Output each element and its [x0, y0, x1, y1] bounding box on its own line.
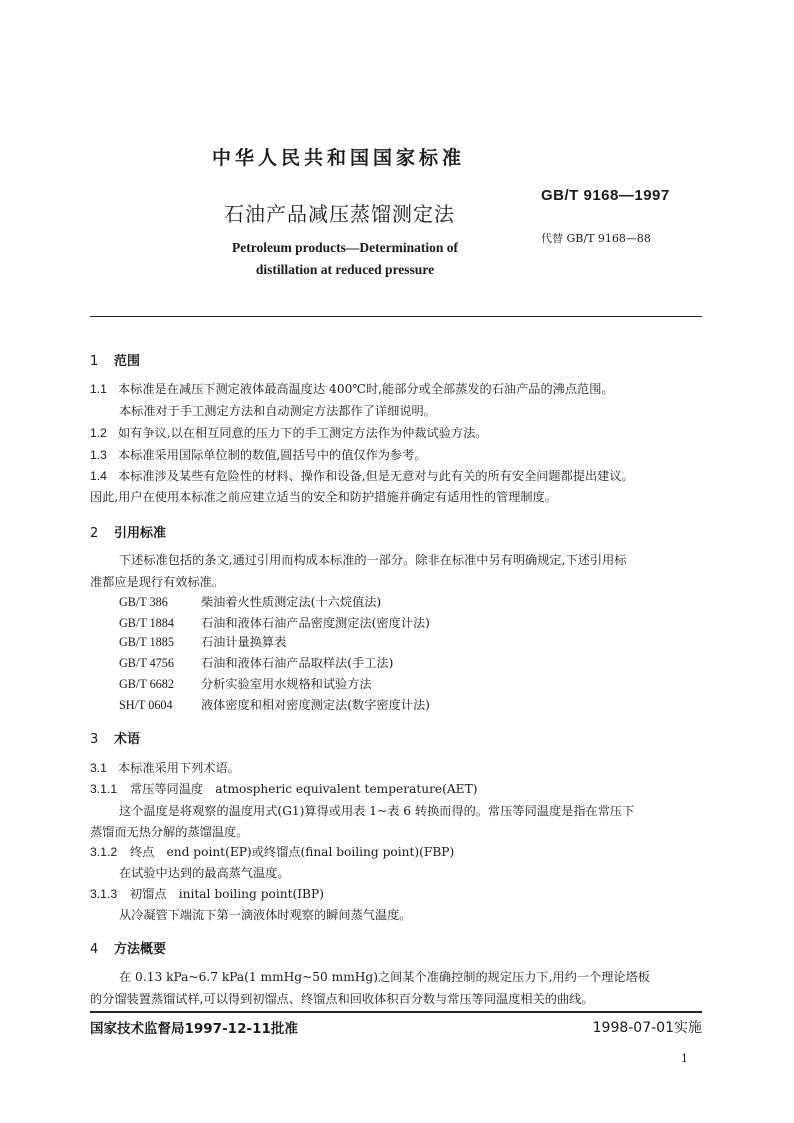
term-definition: 从冷凝管下端流下第一滴液体时观察的瞬间蒸气温度。 — [119, 908, 412, 922]
section-heading — [90, 728, 140, 747]
reference-code: GB/T 4756 — [119, 656, 174, 670]
document-title-en-line2: distillation at reduced pressure — [255, 262, 435, 277]
section-title: 范围 — [114, 354, 141, 369]
reference-item — [119, 614, 430, 631]
clause-continuation: 本标准对于手工测定方法和自动测定方法都作了详细说明。 — [119, 404, 436, 418]
term-title: 终点 end point(EP)或终馏点(final boiling point)(FBP) — [130, 845, 455, 859]
document-title-en-line1: Petroleum products—Determination of — [232, 240, 458, 255]
section-number: 1 — [90, 354, 99, 369]
national-standard-heading: 中华人民共和国国家标准 — [212, 147, 466, 169]
reference-item — [119, 696, 430, 713]
term-title: 初馏点 inital boiling point(IBP) — [130, 887, 324, 901]
reference-item — [119, 675, 372, 692]
reference-item — [119, 633, 286, 650]
clause-number: 1.3 — [90, 448, 107, 462]
clause-number: 1.1 — [90, 382, 107, 396]
term-definition-continuation: 蒸馏而无热分解的蒸馏温度。 — [90, 825, 249, 839]
clause-number: 3.1.1 — [90, 782, 118, 796]
clause — [90, 424, 488, 441]
clause — [90, 759, 240, 776]
clause-number: 3.1.3 — [90, 887, 118, 901]
paragraph: 在 0.13 kPa~6.7 kPa(1 mmHg~50 mmHg)之间某个准确控制的规定压力下,用约一个理论塔板 — [119, 970, 650, 984]
reference-code: GB/T 386 — [119, 595, 168, 609]
reference-code: GB/T 1885 — [119, 635, 174, 649]
page-number: 1 — [681, 1052, 688, 1065]
clause-text: 本标准是在减压下测定液体最高温度达 400℃时,能部分或全部蒸发的石油产品的沸点范围。 — [118, 382, 614, 396]
section-number: 4 — [90, 942, 99, 957]
reference-code: GB/T 6682 — [119, 677, 174, 691]
reference-code: SH/T 0604 — [119, 698, 173, 712]
paragraph-continuation: 的分馏装置蒸馏试样,可以得到初馏点、终馏点和回收体积百分数与常压等同温度相关的曲线。 — [90, 992, 594, 1006]
clause-text: 本标准采用国际单位制的数值,圆括号中的值仅作为参考。 — [118, 448, 427, 462]
clause-number: 1.4 — [90, 469, 107, 483]
clause — [90, 380, 614, 397]
footer-divider — [90, 1011, 702, 1013]
reference-name: 石油计量换算表 — [201, 635, 287, 649]
reference-name: 石油和液体石油产品密度测定法(密度计法) — [201, 616, 430, 630]
reference-item — [119, 654, 393, 671]
clause-number: 1.2 — [90, 426, 107, 440]
paragraph-continuation: 准都应是现行有效标准。 — [90, 575, 225, 589]
section-heading — [90, 522, 166, 541]
reference-name: 柴油着火性质测定法(十六烷值法) — [201, 595, 382, 609]
standard-number: GB/T 9168—1997 — [541, 187, 670, 204]
term-definition: 在试验中达到的最高蒸气温度。 — [119, 866, 290, 880]
replaces-standard: 代替 GB/T 9168—88 — [541, 232, 651, 245]
approval-date: 国家技术监督局1997-12-11批准 — [90, 1021, 298, 1037]
term-entry — [90, 885, 324, 902]
section-number: 3 — [90, 732, 99, 747]
reference-name: 液体密度和相对密度测定法(数字密度计法) — [201, 698, 430, 712]
term-title: 常压等同温度 atmospheric equivalent temperature(AET) — [130, 782, 478, 796]
document-title-cn: 石油产品减压蒸馏测定法 — [224, 202, 455, 226]
clause-continuation: 因此,用户在使用本标准之前应建立适当的安全和防护措施并确定有适用性的管理制度。 — [90, 490, 557, 504]
reference-name: 分析实验室用水规格和试验方法 — [201, 677, 372, 691]
clause-text: 本标准采用下列术语。 — [118, 761, 240, 775]
reference-code: GB/T 1884 — [119, 616, 174, 630]
clause-text: 如有争议,以在相互同意的压力下的手工测定方法作为仲裁试验方法。 — [118, 426, 488, 440]
section-number: 2 — [90, 526, 99, 541]
section-title: 方法概要 — [114, 942, 167, 957]
clause-number: 3.1 — [90, 761, 107, 775]
term-entry — [90, 843, 454, 860]
term-definition: 这个温度是将观察的温度用式(G1)算得或用表 1~表 6 转换而得的。常压等同温度是指在常压下 — [119, 804, 635, 818]
section-heading — [90, 350, 140, 369]
term-entry — [90, 780, 477, 797]
section-heading — [90, 938, 166, 957]
clause-number: 3.1.2 — [90, 845, 118, 859]
paragraph: 下述标准包括的条文,通过引用而构成本标准的一部分。除非在标准中另有明确规定,下述引用标 — [119, 553, 627, 567]
section-title: 术语 — [114, 732, 141, 747]
section-title: 引用标准 — [114, 526, 167, 541]
reference-name: 石油和液体石油产品取样法(手工法) — [201, 656, 394, 670]
clause-text: 本标准涉及某些有危险性的材料、操作和设备,但是无意对与此有关的所有安全问题都提出建议。 — [118, 469, 634, 483]
reference-item — [119, 593, 381, 610]
header-divider — [90, 316, 702, 317]
effective-date: 1998-07-01实施 — [592, 1020, 702, 1036]
clause — [90, 467, 634, 484]
clause — [90, 446, 427, 463]
